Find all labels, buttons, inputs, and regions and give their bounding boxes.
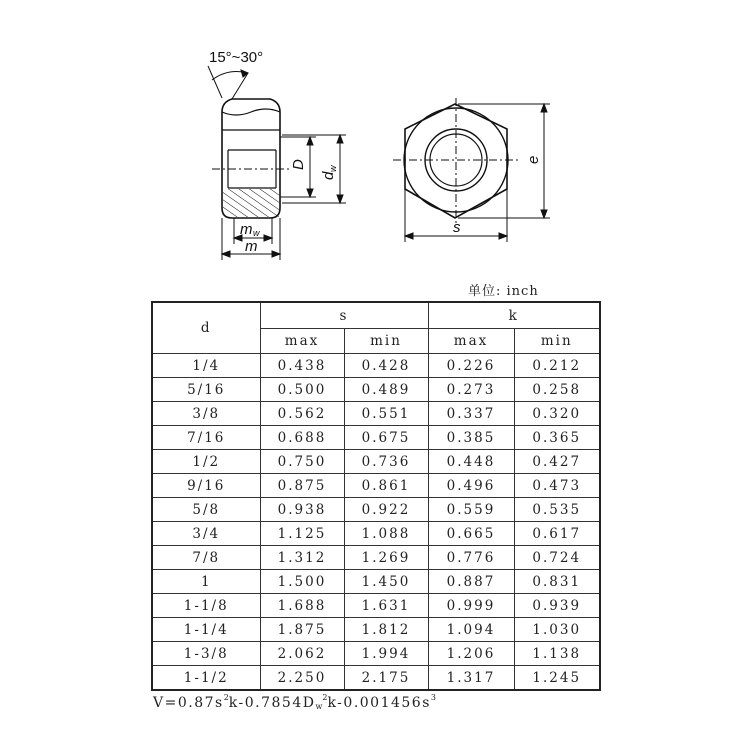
formula-part-2: k-0.7854D [228, 695, 316, 711]
subheader-s-max: max [260, 329, 344, 354]
cell-value: 0.535 [514, 498, 600, 522]
cell-value: 1.688 [260, 594, 344, 618]
cell-size: 1-1/8 [152, 594, 260, 618]
cell-value: 0.273 [428, 378, 514, 402]
formula-part-1: V=0.87s [153, 695, 224, 711]
table-row [152, 354, 600, 378]
subheader-k-min: min [514, 329, 600, 354]
cell-size: 3/4 [152, 522, 260, 546]
cell-value: 2.250 [260, 666, 344, 691]
formula-sub-2: w [315, 702, 323, 711]
angle-indicator [208, 66, 248, 99]
header-s: s [260, 302, 428, 329]
header-k: k [428, 302, 600, 329]
cell-value: 0.438 [260, 354, 344, 378]
table-row [152, 474, 600, 498]
cell-value: 1.030 [514, 618, 600, 642]
front-centerlines [393, 98, 519, 224]
cell-value: 0.473 [514, 474, 600, 498]
cell-value: 0.776 [428, 546, 514, 570]
cell-value: 1.269 [344, 546, 428, 570]
cell-value: 2.062 [260, 642, 344, 666]
formula-sup-3: 3 [430, 693, 436, 702]
volume-formula [153, 693, 436, 711]
cell-value: 0.226 [428, 354, 514, 378]
cell-value: 1.312 [260, 546, 344, 570]
spec-table [151, 301, 601, 691]
cell-value: 0.385 [428, 426, 514, 450]
cell-value: 0.736 [344, 450, 428, 474]
hex-nut-drawing [0, 0, 750, 280]
label-e: e [525, 155, 542, 164]
table-row [152, 498, 600, 522]
unit-label: 单位: inch [468, 284, 539, 299]
cell-value: 0.258 [514, 378, 600, 402]
table-row [152, 594, 600, 618]
angle-label: 15°~30° [209, 49, 264, 66]
table-row [152, 618, 600, 642]
cell-value: 1.631 [344, 594, 428, 618]
cell-size: 7/16 [152, 426, 260, 450]
cell-value: 0.496 [428, 474, 514, 498]
formula-sup-2: 2 [322, 693, 328, 702]
cell-value: 0.861 [344, 474, 428, 498]
cell-value: 1.317 [428, 666, 514, 691]
cell-size: 1-1/4 [152, 618, 260, 642]
table-row [152, 402, 600, 426]
table-row [152, 666, 600, 691]
table-row [152, 450, 600, 474]
cell-value: 0.428 [344, 354, 428, 378]
cell-size: 1/4 [152, 354, 260, 378]
cell-size: 1 [152, 570, 260, 594]
formula-sup-1: 2 [223, 693, 229, 702]
cell-value: 0.489 [344, 378, 428, 402]
cell-value: 1.500 [260, 570, 344, 594]
table-row [152, 378, 600, 402]
cell-size: 1/2 [152, 450, 260, 474]
cell-value: 0.665 [428, 522, 514, 546]
cell-size: 1-3/8 [152, 642, 260, 666]
cell-value: 0.675 [344, 426, 428, 450]
cell-value: 1.206 [428, 642, 514, 666]
label-mw: m [240, 221, 253, 238]
subheader-s-min: min [344, 329, 428, 354]
table-header-row [152, 302, 600, 329]
label-D: D [290, 159, 307, 170]
label-m: m [245, 238, 258, 255]
cell-value: 0.831 [514, 570, 600, 594]
cell-value: 0.688 [260, 426, 344, 450]
cell-value: 1.875 [260, 618, 344, 642]
cell-value: 1.125 [260, 522, 344, 546]
cell-size: 5/8 [152, 498, 260, 522]
cell-value: 0.617 [514, 522, 600, 546]
cell-value: 1.094 [428, 618, 514, 642]
cell-value: 0.875 [260, 474, 344, 498]
cell-value: 1.994 [344, 642, 428, 666]
header-d: d [152, 302, 260, 354]
cell-value: 0.938 [260, 498, 344, 522]
label-dw: d [320, 171, 337, 180]
table-row [152, 570, 600, 594]
formula-part-3: k-0.001456s [327, 695, 431, 711]
cell-size: 3/8 [152, 402, 260, 426]
table-row [152, 642, 600, 666]
table-row [152, 522, 600, 546]
cell-size: 9/16 [152, 474, 260, 498]
cell-value: 0.337 [428, 402, 514, 426]
cell-value: 1.245 [514, 666, 600, 691]
section-hatch [223, 189, 279, 217]
cell-value: 0.212 [514, 354, 600, 378]
cell-size: 5/16 [152, 378, 260, 402]
cell-value: 0.724 [514, 546, 600, 570]
cell-value: 0.559 [428, 498, 514, 522]
cell-value: 0.365 [514, 426, 600, 450]
cell-value: 2.175 [344, 666, 428, 691]
cell-size: 1-1/2 [152, 666, 260, 691]
cell-value: 0.562 [260, 402, 344, 426]
table-row [152, 546, 600, 570]
cell-value: 0.999 [428, 594, 514, 618]
cell-value: 0.500 [260, 378, 344, 402]
label-s: s [453, 219, 461, 236]
label-dw-sub: w [328, 165, 338, 172]
table-row [152, 426, 600, 450]
cell-value: 1.088 [344, 522, 428, 546]
cell-size: 7/8 [152, 546, 260, 570]
cell-value: 0.887 [428, 570, 514, 594]
cell-value: 0.320 [514, 402, 600, 426]
cell-value: 1.812 [344, 618, 428, 642]
cell-value: 1.138 [514, 642, 600, 666]
cell-value: 0.939 [514, 594, 600, 618]
subheader-k-max: max [428, 329, 514, 354]
cell-value: 1.450 [344, 570, 428, 594]
label-mw-sub: w [253, 228, 260, 238]
cell-value: 0.922 [344, 498, 428, 522]
cell-value: 0.448 [428, 450, 514, 474]
cell-value: 0.750 [260, 450, 344, 474]
cell-value: 0.551 [344, 402, 428, 426]
cell-value: 0.427 [514, 450, 600, 474]
